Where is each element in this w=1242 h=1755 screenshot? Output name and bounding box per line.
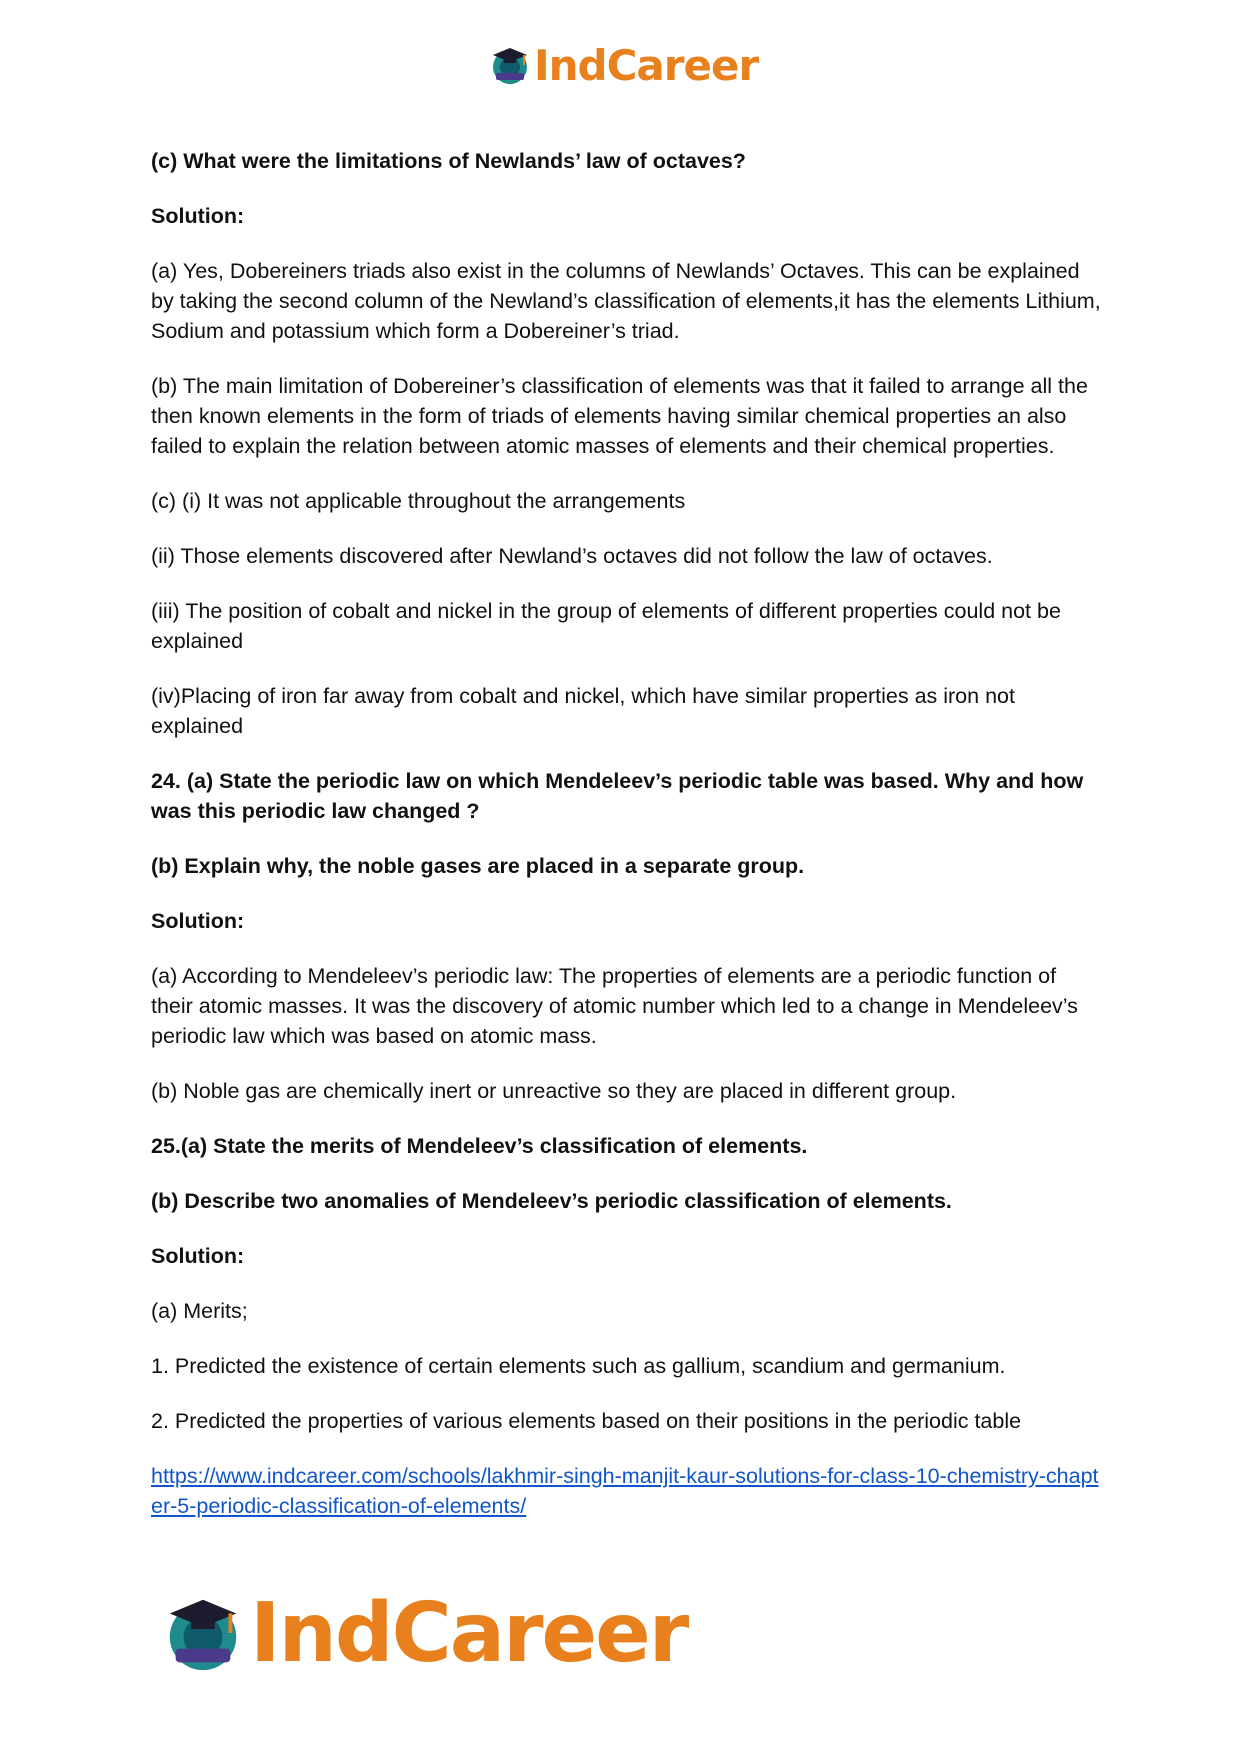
solution-label: Solution:: [151, 909, 245, 933]
answer-item: (ii) Those elements discovered after Newland’s octaves did not follow the law of octaves.: [151, 544, 993, 568]
answer-paragraph: (b) Noble gas are chemically inert or unreactive so they are placed in different group.: [151, 1079, 957, 1103]
question-25b: (b) Describe two anomalies of Mendeleev’s periodic classification of elements.: [151, 1189, 952, 1213]
answer-item: (c) (i) It was not applicable throughout the arrangements: [151, 489, 686, 513]
document-body: [151, 146, 1101, 1546]
answer-paragraph: (b) The main limitation of Dobereiner’s classification of elements was that it failed to arrange all the then known elements in the form of triads of elements having similar chemical properties an also failed to explain the relation between atomic masses of elements and their chemical properties.: [151, 374, 1088, 458]
footer-logo: [160, 1585, 687, 1681]
brand-name: IndCareer: [534, 40, 759, 90]
answer-item: 2. Predicted the properties of various elements based on their positions in the periodic table: [151, 1409, 1022, 1433]
question-c: (c) What were the limitations of Newlands’ law of octaves?: [151, 149, 746, 173]
solution-label: Solution:: [151, 204, 245, 228]
graduation-cap-book-globe-icon: [488, 43, 532, 87]
brand-name: IndCareer: [250, 1585, 688, 1681]
question-24a: 24. (a) State the periodic law on which Mendeleev’s periodic table was based. Why and how was this periodic law changed ?: [151, 769, 1084, 823]
question-25a: 25.(a) State the merits of Mendeleev’s classification of elements.: [151, 1134, 808, 1158]
answer-paragraph: (a) According to Mendeleev’s periodic law: The properties of elements are a periodic function of their atomic masses. It was the discovery of atomic number which led to a change in Mendeleev’s periodic law which was based on atomic mass.: [151, 964, 1078, 1048]
answer-paragraph: (a) Yes, Dobereiners triads also exist in the columns of Newlands’ Octaves. This can be explained by taking the second column of the Newland’s classification of elements,it has the elements Lithium, Sodium and potassium which form a Dobereiner’s triad.: [151, 259, 1101, 343]
question-24b: (b) Explain why, the noble gases are placed in a separate group.: [151, 854, 805, 878]
solution-label: Solution:: [151, 1244, 245, 1268]
source-link[interactable]: https://www.indcareer.com/schools/lakhmir-singh-manjit-kaur-solutions-for-class-10-chemistry-chapter-5-periodic-classification-of-elements/: [151, 1464, 1099, 1518]
answer-item: (iii) The position of cobalt and nickel in the group of elements of different properties could not be explained: [151, 599, 1061, 653]
answer-item: (iv)Placing of iron far away from cobalt and nickel, which have similar properties as iron not explained: [151, 684, 1015, 738]
answer-item: 1. Predicted the existence of certain elements such as gallium, scandium and germanium.: [151, 1354, 1006, 1378]
answer-item: (a) Merits;: [151, 1299, 248, 1323]
graduation-cap-book-globe-icon: [160, 1590, 246, 1676]
header-logo: [488, 40, 758, 90]
